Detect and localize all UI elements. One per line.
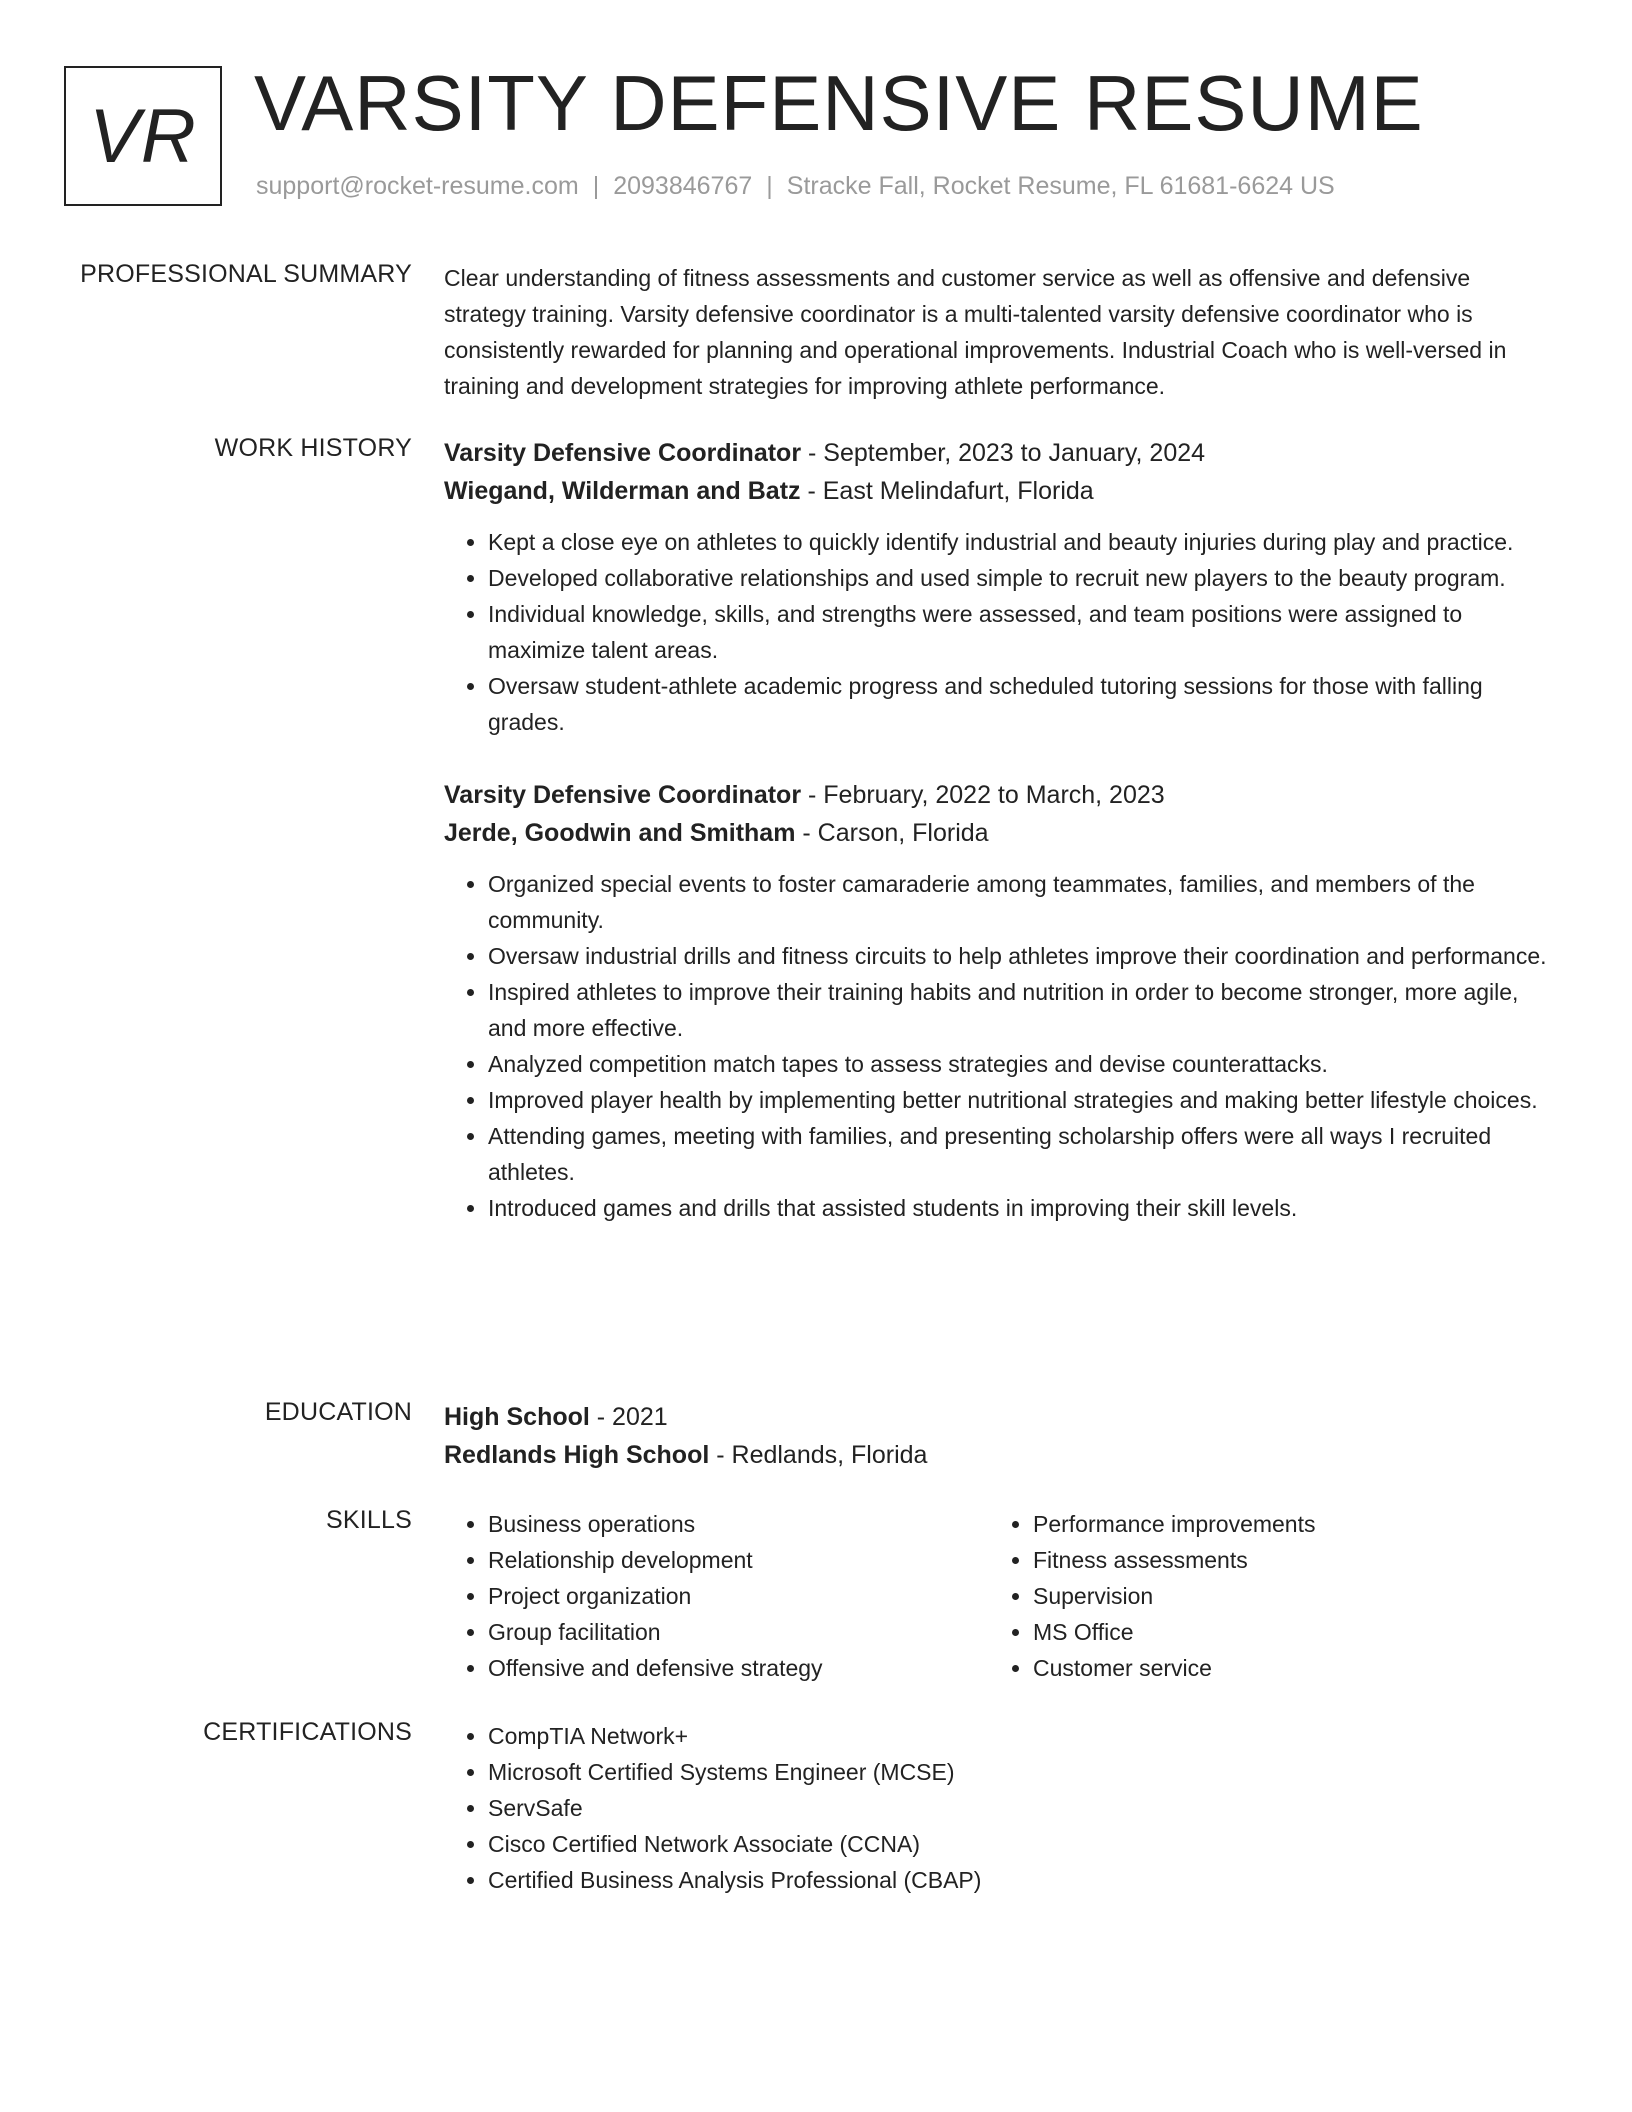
list-item: • Fitness assessments — [1033, 1542, 1534, 1578]
list-item: • Individual knowledge, skills, and strengths were assessed, and team positions were assigned to maximize talent areas. — [488, 596, 1552, 668]
list-item: • Customer service — [1033, 1650, 1534, 1686]
education-year: - 2021 — [589, 1403, 668, 1431]
job-company-line — [444, 814, 1552, 852]
list-item: • Oversaw student-athlete academic progress and scheduled tutoring sessions for those with falling grades. — [488, 668, 1552, 740]
list-item: • Oversaw industrial drills and fitness circuits to help athletes improve their coordination and performance. — [488, 938, 1552, 974]
section-body — [444, 1718, 1552, 1898]
list-item: • Performance improvements — [1033, 1506, 1534, 1542]
list-item: • Microsoft Certified Systems Engineer (MCSE) — [488, 1754, 1552, 1790]
contact-separator: | — [766, 172, 773, 200]
education-school: Redlands High School — [444, 1441, 710, 1469]
section-body — [444, 1398, 1552, 1474]
skills-list — [989, 1506, 1534, 1686]
list-item: • Analyzed competition match tapes to assess strategies and devise counterattacks. — [488, 1046, 1552, 1082]
job-location: - East Melindafurt, Florida — [800, 477, 1094, 505]
skills-column-right — [989, 1506, 1534, 1686]
education-school-line — [444, 1436, 1552, 1474]
section-label: PROFESSIONAL SUMMARY — [80, 260, 412, 288]
job-title-line — [444, 776, 1552, 814]
contact-phone: 2093846767 — [613, 172, 753, 200]
section-label: WORK HISTORY — [214, 434, 412, 462]
list-item: • Improved player health by implementing better nutritional strategies and making better lifestyle choices. — [488, 1082, 1552, 1118]
monogram-logo: VR — [64, 66, 222, 206]
list-item: • CompTIA Network+ — [488, 1718, 1552, 1754]
job-dates: - September, 2023 to January, 2024 — [801, 439, 1206, 467]
job-bullets — [444, 866, 1552, 1226]
job-entry — [444, 776, 1552, 1226]
list-item: • Organized special events to foster camaraderie among teammates, families, and members of the community. — [488, 866, 1552, 938]
section-body — [444, 1506, 1552, 1686]
list-item: • Supervision — [1033, 1578, 1534, 1614]
job-location: - Carson, Florida — [795, 819, 989, 847]
list-item: • MS Office — [1033, 1614, 1534, 1650]
section-label: EDUCATION — [264, 1398, 412, 1426]
job-title-line — [444, 434, 1552, 472]
skills-column-left — [444, 1506, 989, 1686]
skills-grid — [444, 1506, 1552, 1686]
section-label: CERTIFICATIONS — [203, 1718, 412, 1746]
list-item: • Developed collaborative relationships and used simple to recruit new players to the beauty program. — [488, 560, 1552, 596]
job-company-line — [444, 472, 1552, 510]
job-entry — [444, 434, 1552, 740]
list-item: • ServSafe — [488, 1790, 1552, 1826]
job-title: Varsity Defensive Coordinator — [444, 439, 802, 467]
certifications-list — [444, 1718, 1552, 1898]
section-body — [444, 260, 1552, 404]
list-item: • Inspired athletes to improve their training habits and nutrition in order to become stronger, more agile, and more effective. — [488, 974, 1552, 1046]
list-item: • Offensive and defensive strategy — [488, 1650, 989, 1686]
list-item: • Certified Business Analysis Professional (CBAP) — [488, 1862, 1552, 1898]
job-bullets — [444, 524, 1552, 740]
list-item: • Project organization — [488, 1578, 989, 1614]
list-item: • Introduced games and drills that assisted students in improving their skill levels. — [488, 1190, 1552, 1226]
contact-line — [256, 172, 1335, 201]
contact-address: Stracke Fall, Rocket Resume, FL 61681-6624 US — [786, 172, 1335, 200]
list-item: • Business operations — [488, 1506, 989, 1542]
skills-list — [444, 1506, 989, 1686]
summary-text: Clear understanding of fitness assessments and customer service as well as offensive and defensive strategy training. Varsity defensive coordinator is a multi-talented varsity defensive coordinator who is consistently rewarded for planning and operational improvements. Industrial Coach who is well-versed in training and development strategies for improving athlete performance. — [444, 265, 1507, 399]
job-dates: - February, 2022 to March, 2023 — [801, 781, 1165, 809]
education-degree: High School — [444, 1403, 590, 1431]
resume-title: VARSITY DEFENSIVE RESUME — [254, 59, 1424, 147]
education-location: - Redlands, Florida — [709, 1441, 928, 1469]
list-item: • Kept a close eye on athletes to quickly identify industrial and beauty injuries during play and practice. — [488, 524, 1552, 560]
list-item: • Attending games, meeting with families, and presenting scholarship offers were all ways I recruited athletes. — [488, 1118, 1552, 1190]
contact-email: support@rocket-resume.com — [256, 172, 579, 200]
list-item: • Relationship development — [488, 1542, 989, 1578]
job-company: Jerde, Goodwin and Smitham — [444, 819, 796, 847]
spacer — [444, 740, 1552, 776]
job-company: Wiegand, Wilderman and Batz — [444, 477, 801, 505]
contact-separator: | — [592, 172, 600, 200]
list-item: • Cisco Certified Network Associate (CCNA) — [488, 1826, 1552, 1862]
section-label: SKILLS — [326, 1506, 412, 1534]
job-title: Varsity Defensive Coordinator — [444, 781, 802, 809]
education-degree-line — [444, 1398, 1552, 1436]
list-item: • Group facilitation — [488, 1614, 989, 1650]
section-body — [444, 434, 1552, 1226]
